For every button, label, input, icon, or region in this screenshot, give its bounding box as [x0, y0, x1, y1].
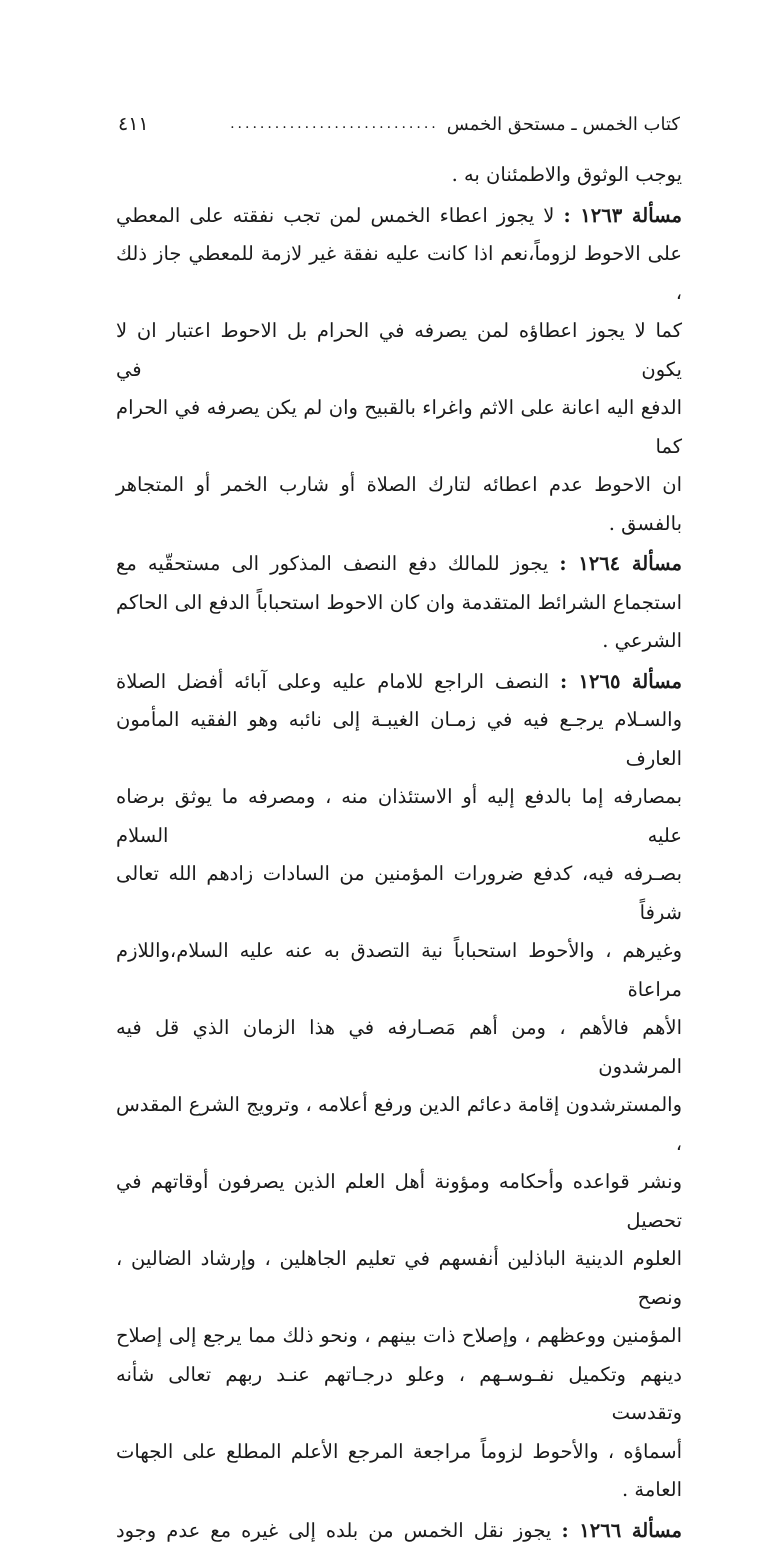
text-span: يجوز نقل الخمس من بلده إلى غيره مع عدم وجود — [116, 1519, 551, 1542]
text-line: وغيرهم ، والأحوط استحباباً نية التصدق به عنه عليه السلام،واللازم مراعاة — [116, 932, 682, 1009]
masala-label: مسألة ١٢٦٣ : — [563, 204, 682, 227]
leader-dots: ............................ — [157, 116, 439, 132]
text-line: بمصارفه إما بالدفع إليه أو الاستئذان منه ، ومصرفه ما يوثق برضاه عليه السلام — [116, 778, 682, 855]
running-title: كتاب الخمس ـ مستحق الخمس — [447, 114, 680, 135]
text-line — [116, 545, 682, 584]
paragraph-masala-1264 — [116, 545, 682, 661]
page-body — [116, 156, 682, 1550]
page-header — [118, 110, 680, 138]
text-line: العلوم الدينية الباذلين أنفسهم في تعليم الجاهلين ، وإرشاد الضالين ، ونصح — [116, 1240, 682, 1317]
text-line: كما لا يجوز اعطاؤه لمن يصرفه في الحرام بل الاحوط اعتبار ان لا يكون في — [116, 312, 682, 389]
text-line: الدفع اليه اعانة على الاثم واغراء بالقبيح وان لم يكن يصرفه في الحرام كما — [116, 389, 682, 466]
text-line: أسماؤه ، والأحوط لزوماً مراجعة المرجع الأعلم المطلع على الجهات — [116, 1433, 682, 1472]
text-line: ان الاحوط عدم اعطائه لتارك الصلاة أو شارب الخمر أو المتجاهر بالفسق . — [116, 466, 682, 543]
text-line: ونشر قواعده وأحكامه ومؤونة أهل العلم الذين يصرفون أوقاتهم في تحصيل — [116, 1163, 682, 1240]
text-span: لا يجوز اعطاء الخمس لمن تجب نفقته على المعطي — [116, 204, 554, 227]
masala-label: مسألة ١٢٦٥ : — [560, 670, 682, 693]
text-line: بصـرفه فيه، كدفع ضرورات المؤمنين من السادات زادهم الله تعالى شرفاً — [116, 855, 682, 932]
paragraph-masala-1266 — [116, 1512, 682, 1550]
text-span: النصف الراجع للامام عليه وعلى آبائه أفضل الصلاة — [116, 670, 549, 693]
text-line: العامة . — [116, 1471, 682, 1510]
text-line: على الاحوط لزوماً،نعم اذا كانت عليه نفقة غير لازمة للمعطي جاز ذلك ، — [116, 235, 682, 312]
text-span: يجوز للمالك دفع النصف المذكور الى مستحقّيه مع — [116, 552, 548, 575]
text-line: الأهم فالأهم ، ومن أهم مَصـارفه في هذا الزمان الذي قل فيه المرشدون — [116, 1009, 682, 1086]
masala-label: مسألة ١٢٦٤ : — [559, 552, 682, 575]
text-line: المؤمنين ووعظهم ، وإصلاح ذات بينهم ، ونحو ذلك مما يرجع إلى إصلاح — [116, 1317, 682, 1356]
text-line: والسـلام يرجـع فيه في زمـان الغيبـة إلى نائبه وهو الفقيه المأمون العارف — [116, 701, 682, 778]
text-line — [116, 1512, 682, 1550]
text-line: يوجب الوثوق والاطمئنان به . — [116, 156, 682, 195]
text-line: دينهم وتكميل نفـوسـهم ، وعلو درجـاتهم عنـد ربهم تعالى شأنه وتقدست — [116, 1356, 682, 1433]
text-line — [116, 663, 682, 702]
page-number: ٤١١ — [118, 113, 149, 135]
text-line: استجماع الشرائط المتقدمة وان كان الاحوط استحباباً الدفع الى الحاكم — [116, 584, 682, 623]
paragraph-masala-1263 — [116, 197, 682, 544]
paragraph-continuation — [116, 156, 682, 195]
masala-label: مسألة ١٢٦٦ : — [561, 1519, 682, 1542]
text-line — [116, 197, 682, 236]
text-line: والمسترشدون إقامة دعائم الدين ورفع أعلامه ، وترويج الشرع المقدس ، — [116, 1086, 682, 1163]
paragraph-masala-1265 — [116, 663, 682, 1510]
text-line: الشرعي . — [116, 622, 682, 661]
